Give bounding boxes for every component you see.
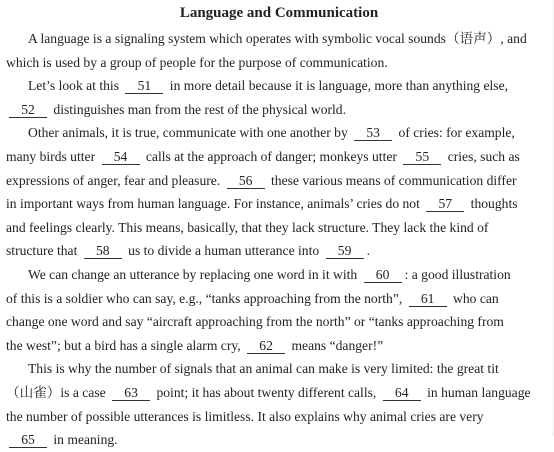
- text-line: [6, 216, 552, 240]
- line-text: （山雀）is a case: [6, 384, 110, 400]
- answer-blank[interactable]: 58: [84, 243, 122, 259]
- answer-blank[interactable]: 62: [247, 338, 285, 354]
- passage-body: [6, 27, 552, 452]
- line-text: calls at the approach of danger; monkeys utter: [142, 148, 401, 164]
- passage-title: Language and Communication: [179, 5, 379, 21]
- answer-blank[interactable]: 59: [326, 243, 364, 259]
- line-text: Let’s look at this: [28, 78, 123, 94]
- answer-blank[interactable]: 56: [227, 173, 265, 189]
- answer-blank[interactable]: 52: [9, 102, 47, 118]
- line-text: in important ways from human language. For instance, animals’ cries do not: [6, 196, 424, 212]
- line-text: cries, such as: [444, 148, 520, 164]
- line-text: distinguishes man from the rest of the physical world.: [50, 101, 346, 117]
- line-text: in human language: [423, 384, 531, 400]
- line-text: in more detail because it is language, more than anything else,: [166, 78, 509, 94]
- text-line: [6, 428, 552, 452]
- text-line: [6, 263, 552, 287]
- line-text: point; it has about twenty different calls,: [153, 384, 380, 400]
- line-text: This is why the number of signals that an animal can make is very limited: the great tit: [28, 361, 499, 377]
- text-line: [6, 27, 552, 51]
- line-text: structure that: [6, 243, 81, 259]
- line-text: means “danger!”: [288, 337, 384, 353]
- answer-blank[interactable]: 63: [112, 385, 150, 401]
- line-text: and feelings clearly. This means, basically, that they lack structure. They lack the kind of: [6, 219, 489, 235]
- paragraph: [6, 74, 552, 121]
- line-text: Other animals, it is true, communicate with one another by: [28, 125, 352, 141]
- line-text: the west”; but a bird has a single alarm cry,: [6, 337, 245, 353]
- answer-blank[interactable]: 64: [383, 385, 421, 401]
- text-line: [6, 381, 552, 405]
- text-line: [6, 192, 552, 216]
- line-text: us to divide a human utterance into: [124, 243, 323, 259]
- answer-blank[interactable]: 57: [426, 196, 464, 212]
- line-text: of cries: for example,: [395, 125, 515, 141]
- line-text: the number of possible utterances is limitless. It also explains why animal cries are very: [6, 408, 484, 424]
- answer-blank[interactable]: 51: [125, 78, 163, 94]
- line-text: these various means of communication differ: [267, 172, 517, 188]
- line-text: expressions of anger, fear and pleasure.: [6, 172, 224, 188]
- line-text: which is used by a group of people for the purpose of communication.: [6, 54, 388, 70]
- line-text: in meaning.: [50, 432, 118, 448]
- paragraph: [6, 27, 552, 74]
- line-text: We can change an utterance by replacing one word in it with: [28, 266, 361, 282]
- line-text: change one word and say “aircraft approaching from the north” or “tanks approaching from: [6, 314, 504, 330]
- text-line: [6, 310, 552, 334]
- answer-blank[interactable]: 55: [403, 149, 441, 165]
- text-line: [6, 239, 552, 263]
- text-line: [6, 357, 552, 381]
- answer-blank[interactable]: 65: [9, 432, 47, 448]
- text-line: [6, 51, 552, 75]
- line-text: of this is a soldier who can say, e.g., “tanks approaching from the north”,: [6, 290, 406, 306]
- paragraph: [6, 357, 552, 451]
- line-text: .: [366, 243, 370, 259]
- line-text: many birds utter: [6, 148, 99, 164]
- text-line: [6, 145, 552, 169]
- text-line: [6, 405, 552, 429]
- line-text: A language is a signaling system which operates with symbolic vocal sounds（语声）, and: [28, 31, 527, 46]
- text-line: [6, 98, 552, 122]
- line-text: : a good illustration: [404, 266, 511, 282]
- text-line: [6, 121, 552, 145]
- answer-blank[interactable]: 53: [354, 125, 392, 141]
- paragraph: [6, 121, 552, 263]
- line-text: who can: [449, 290, 499, 306]
- text-line: [6, 287, 552, 311]
- text-line: [6, 74, 552, 98]
- text-line: [6, 334, 552, 358]
- answer-blank[interactable]: 54: [102, 149, 140, 165]
- text-line: [6, 169, 552, 193]
- answer-blank[interactable]: 60: [364, 267, 402, 283]
- line-text: thoughts: [467, 196, 518, 212]
- answer-blank[interactable]: 61: [409, 291, 447, 307]
- paragraph: [6, 263, 552, 357]
